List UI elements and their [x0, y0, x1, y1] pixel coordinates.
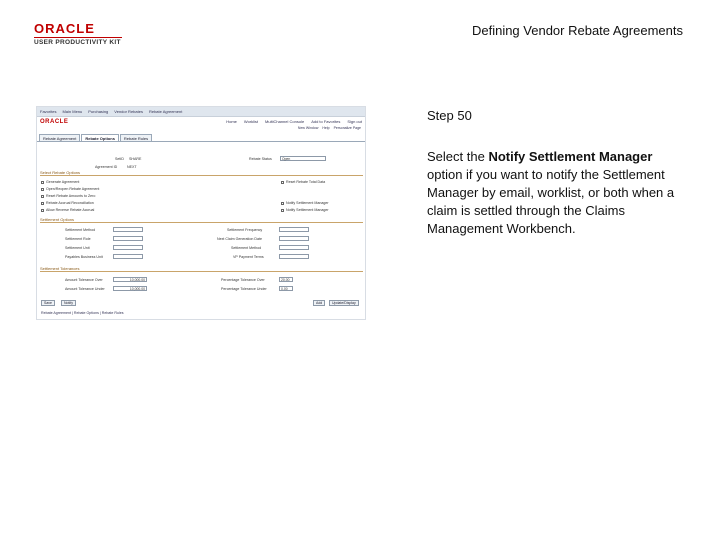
tab-rebate-agreement[interactable]: Rebate Agreement — [39, 134, 80, 141]
sign-out-link[interactable]: Sign out — [347, 119, 362, 124]
option-reverse-accrual[interactable] — [41, 208, 94, 212]
update-display-button[interactable]: Update/Display — [329, 300, 359, 306]
option-notify-settlement-manager-2[interactable] — [281, 208, 329, 212]
multichannel-link[interactable]: MultiChannel Console — [265, 119, 305, 124]
logo-oracle-text: ORACLE — [34, 21, 95, 36]
menu-item[interactable]: Vendor Rebates — [114, 109, 143, 114]
vp-payment-terms-field[interactable] — [279, 254, 309, 259]
home-link[interactable]: Home — [226, 119, 237, 124]
page-tabs — [37, 134, 365, 142]
application-screenshot — [36, 106, 366, 320]
agreement-value: NEXT — [127, 165, 137, 169]
option-open-reopen[interactable] — [41, 187, 99, 191]
add-button[interactable]: Add — [313, 300, 325, 306]
settlement-frequency-field[interactable] — [279, 227, 309, 232]
settlement-method-right-label: Settlement Method — [231, 246, 262, 250]
checkbox[interactable] — [281, 209, 284, 212]
step-description — [427, 148, 689, 238]
help-link[interactable]: Help — [322, 126, 330, 130]
pct-over-label: Percentage Tolerance Over — [221, 278, 265, 282]
option-label: Rebate Accrual Reconciliation — [46, 201, 94, 205]
option-label: Reset Rebate Amounts to Zero — [46, 194, 96, 198]
menu-item[interactable]: Main Menu — [62, 109, 83, 114]
menu-item[interactable]: Rebate Agreement — [148, 109, 183, 114]
oracle-upk-logo — [34, 22, 124, 47]
option-label: Allow Reverse Rebate Accrual — [46, 208, 95, 212]
pct-under-label: Percentage Tolerance Under — [221, 287, 267, 291]
step-desc-bold: Notify Settlement Manager — [488, 149, 653, 164]
step-desc-suffix: option if you want to notify the Settlement Manager by email, worklist, or both when a claim is settled through the Claims Management Workbench. — [427, 167, 675, 236]
amount-under-field[interactable]: 10,000.00 — [113, 286, 147, 291]
option-reset-total[interactable] — [281, 180, 325, 184]
top-links — [226, 119, 362, 124]
option-accrual-recon[interactable] — [41, 201, 94, 205]
option-label: Notify Settlement Manager — [286, 201, 329, 205]
option-label: Reset Rebate Total Data — [286, 180, 326, 184]
status-label: Rebate Status — [249, 157, 272, 161]
vp-payment-terms-label: VP Payment Terms — [233, 255, 264, 259]
amount-under-label: Amount Tolerance Under — [65, 287, 105, 291]
status-select[interactable]: Open — [280, 156, 326, 161]
pct-over-field[interactable]: 20.00 — [279, 277, 293, 282]
option-generate-agreement[interactable] — [41, 180, 79, 184]
amount-over-label: Amount Tolerance Over — [65, 278, 103, 282]
setid-label: SetID — [115, 157, 124, 161]
checkbox[interactable] — [41, 202, 44, 205]
tab-rebate-options[interactable]: Rebate Options — [81, 134, 119, 141]
option-notify-settlement-manager[interactable] — [281, 201, 329, 205]
section-tolerances: Settlement Tolerances — [40, 266, 363, 272]
option-label: Open/Reopen Rebate Agreement — [46, 187, 100, 191]
settlement-role-label: Settlement Role — [65, 237, 91, 241]
checkbox[interactable] — [41, 195, 44, 198]
amount-over-field[interactable]: 10,000.00 — [113, 277, 147, 282]
step-number: Step 50 — [427, 108, 472, 123]
section-rebate-options: Select Rebate Options — [40, 170, 363, 176]
settlement-unit-field[interactable] — [113, 245, 143, 250]
step-desc-prefix: Select the — [427, 149, 489, 164]
tab-rebate-rules[interactable]: Rebate Rules — [120, 134, 152, 141]
checkbox[interactable] — [41, 188, 44, 191]
next-claim-date-label: Next Claim Generation Date — [217, 237, 262, 241]
settlement-method-right-field[interactable] — [279, 245, 309, 250]
page-title: Defining Vendor Rebate Agreements — [471, 23, 683, 38]
add-favorites-link[interactable]: Add to Favorites — [311, 119, 341, 124]
logo-rule — [34, 37, 122, 38]
footer-tab-links[interactable]: Rebate Agreement | Rebate Options | Rebate Rules — [41, 311, 124, 315]
payables-bu-field[interactable] — [113, 254, 143, 259]
app-header — [37, 117, 365, 126]
menu-item[interactable]: Purchasing — [88, 109, 109, 114]
worklist-link[interactable]: Worklist — [243, 119, 259, 124]
personalize-link[interactable]: Personalize Page — [333, 126, 361, 130]
settlement-method-label: Settlement Method — [65, 228, 96, 232]
payables-bu-label: Payables Business Unit — [65, 255, 103, 259]
settlement-method-field[interactable] — [113, 227, 143, 232]
logo-product-text: USER PRODUCTIVITY KIT — [34, 39, 121, 46]
section-settlement-options: Settlement Options — [40, 217, 363, 223]
checkbox[interactable] — [41, 209, 44, 212]
option-label: Notify Settlement Manager — [286, 208, 329, 212]
checkbox[interactable] — [281, 181, 284, 184]
option-label: Generate Agreement — [46, 180, 80, 184]
setid-value: SHARE — [129, 157, 142, 161]
agreement-label: Agreement ID — [95, 165, 118, 169]
save-button[interactable]: Save — [41, 300, 55, 306]
menu-breadcrumb — [37, 107, 365, 117]
app-oracle-logo: ORACLE — [40, 118, 69, 125]
settlement-role-field[interactable] — [113, 236, 143, 241]
settlement-unit-label: Settlement Unit — [65, 246, 90, 250]
pct-under-field[interactable]: 0.00 — [279, 286, 293, 291]
page-toolbar — [37, 126, 365, 134]
menu-item[interactable]: Favorites — [40, 109, 57, 114]
checkbox[interactable] — [41, 181, 44, 184]
next-claim-date-field[interactable] — [279, 236, 309, 241]
notify-button[interactable]: Notify — [61, 300, 76, 306]
new-window-link[interactable]: New Window — [297, 126, 319, 130]
settlement-frequency-label: Settlement Frequency — [227, 228, 263, 232]
checkbox[interactable] — [281, 202, 284, 205]
option-reset-amounts[interactable] — [41, 194, 95, 198]
